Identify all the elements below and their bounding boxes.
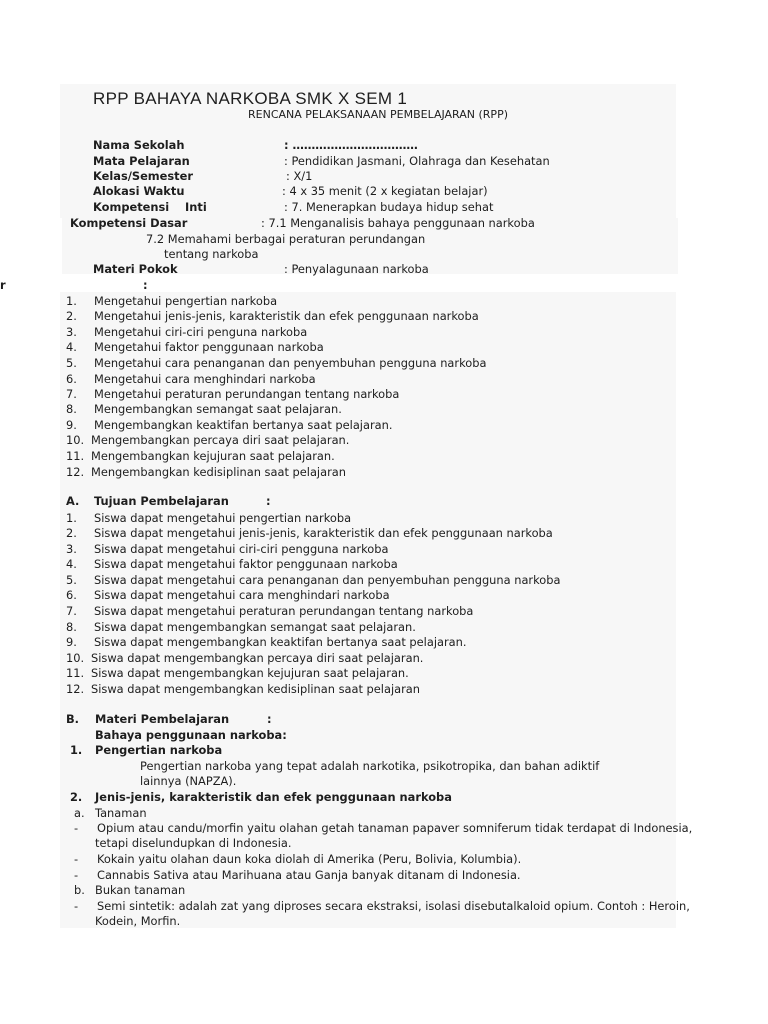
kokain-text: Kokain yaitu olahan daun koka diolah di Amerika (Peru, Bolivia, Kolumbia). — [97, 852, 522, 866]
list-item: Siswa dapat mengetahui pengertian narkoba — [94, 511, 352, 525]
list-item: Siswa dapat mengembangkan kedisiplinan saat pelajaran — [91, 682, 420, 696]
sub-item-a-letter: a. — [74, 806, 85, 820]
list-number: 8. — [66, 620, 77, 634]
label-mata-pelajaran: Mata Pelajaran — [93, 154, 190, 168]
section-a-heading: Tujuan Pembelajaran — [94, 494, 229, 508]
list-number: 11. — [66, 666, 85, 680]
list-number: 3. — [66, 542, 77, 556]
list-number: 2. — [66, 309, 77, 323]
list-item: Mengetahui faktor penggunaan narkoba — [94, 340, 324, 354]
materi-item1-text-line1: Pengertian narkoba yang tepat adalah narkotika, psikotropika, dan bahan adiktif — [140, 759, 600, 773]
value-alokasi-waktu: : 4 x 35 menit (2 x kegiatan belajar) — [282, 184, 488, 198]
list-number: 6. — [66, 372, 77, 386]
list-number: 10. — [66, 433, 85, 447]
list-item: Mengetahui peraturan perundangan tentang narkoba — [94, 387, 400, 401]
list-item: Mengembangkan semangat saat pelajaran. — [94, 402, 342, 416]
list-item: Siswa dapat mengetahui cara penanganan dan penyembuhan pengguna narkoba — [94, 573, 561, 587]
list-item: Siswa dapat mengetahui jenis-jenis, karakteristik dan efek penggunaan narkoba — [94, 526, 553, 540]
label-kompetensi-dasar: Kompetensi Dasar — [70, 216, 188, 230]
list-item: Siswa dapat mengembangkan kejujuran saat pelajaran. — [91, 666, 409, 680]
section-a-colon: : — [266, 494, 271, 508]
kompetensi-dasar-2-line2: tentang narkoba — [164, 247, 259, 261]
list-item: Siswa dapat mengetahui peraturan perundangan tentang narkoba — [94, 604, 474, 618]
indikator-label-fragment: r — [0, 278, 6, 292]
list-item: Mengembangkan percaya diri saat pelajaran. — [91, 433, 350, 447]
bullet-dash: - — [74, 852, 79, 866]
section-b-colon: : — [267, 712, 272, 726]
list-item: Siswa dapat mengembangkan semangat saat pelajaran. — [94, 620, 416, 634]
opium-line1: Opium atau candu/morfin yaitu olahan getah tanaman papaver somniferum tidak terdapat di Indonesia, — [97, 821, 693, 835]
list-number: 11. — [66, 449, 85, 463]
semi-sintetik-line2: Kodein, Morfin. — [95, 914, 181, 928]
section-a-letter: A. — [66, 494, 80, 508]
indikator-colon: : — [143, 278, 148, 292]
list-number: 8. — [66, 402, 77, 416]
label-kompetensi-inti: Kompetensi Inti — [93, 200, 207, 214]
materi-item2-heading: Jenis-jenis, karakteristik dan efek penggunaan narkoba — [95, 790, 452, 804]
value-mata-pelajaran: : Pendidikan Jasmani, Olahraga dan Kesehatan — [284, 154, 550, 168]
bullet-dash: - — [74, 868, 79, 882]
materi-item1-text-line2: lainnya (NAPZA). — [140, 774, 237, 788]
bullet-dash: - — [74, 899, 79, 913]
document-subtitle: RENCANA PELAKSANAAN PEMBELAJARAN (RPP) — [248, 108, 508, 121]
value-kelas-semester: : X/1 — [286, 169, 313, 183]
list-number: 4. — [66, 557, 77, 571]
list-item: Siswa dapat mengetahui cara menghindari narkoba — [94, 588, 390, 602]
bullet-dash: - — [74, 821, 79, 835]
list-number: 5. — [66, 356, 77, 370]
list-number: 9. — [66, 418, 77, 432]
sub-item-b-label: Bukan tanaman — [95, 883, 186, 897]
value-materi-pokok: : Penyalagunaan narkoba — [284, 262, 429, 276]
label-nama-sekolah: Nama Sekolah — [93, 138, 185, 152]
list-item: Mengembangkan kedisiplinan saat pelajaran — [91, 465, 346, 479]
list-number: 7. — [66, 387, 77, 401]
list-number: 10. — [66, 651, 85, 665]
list-item: Mengembangkan kejujuran saat pelajaran. — [91, 449, 335, 463]
list-number: 2. — [66, 526, 77, 540]
list-item: Siswa dapat mengetahui ciri-ciri pengguna narkoba — [94, 542, 389, 556]
section-b-heading: Materi Pembelajaran — [95, 712, 230, 726]
list-number: 3. — [66, 325, 77, 339]
kompetensi-dasar-2-line1: 7.2 Memahami berbagai peraturan perundangan — [146, 232, 426, 246]
document-title: RPP BAHAYA NARKOBA SMK X SEM 1 — [93, 89, 408, 108]
list-item: Mengetahui cara menghindari narkoba — [94, 372, 316, 386]
list-item: Siswa dapat mengembangkan keaktifan bertanya saat pelajaran. — [94, 635, 467, 649]
value-kompetensi-dasar: : 7.1 Menganalisis bahaya penggunaan narkoba — [261, 216, 535, 230]
materi-item2-number: 2. — [70, 790, 83, 804]
list-item: Mengetahui pengertian narkoba — [94, 294, 278, 308]
label-materi-pokok: Materi Pokok — [93, 262, 178, 276]
list-number: 6. — [66, 588, 77, 602]
materi-intro: Bahaya penggunaan narkoba: — [95, 728, 287, 742]
section-b-letter: B. — [66, 712, 80, 726]
list-number: 9. — [66, 635, 77, 649]
value-nama-sekolah: : …………………………… — [284, 138, 418, 152]
list-item: Siswa dapat mengembangkan percaya diri saat pelajaran. — [91, 651, 424, 665]
list-number: 4. — [66, 340, 77, 354]
label-alokasi-waktu: Alokasi Waktu — [93, 184, 185, 198]
opium-line2: tetapi diselundupkan di Indonesia. — [95, 836, 292, 850]
label-kelas-semester: Kelas/Semester — [93, 169, 193, 183]
semi-sintetik-line1: Semi sintetik: adalah zat yang diproses secara ekstraksi, isolasi disebutalkaloid opium. Contoh : Heroin, — [97, 899, 690, 913]
sub-item-b-letter: b. — [74, 883, 85, 897]
materi-item1-number: 1. — [70, 743, 83, 757]
cannabis-text: Cannabis Sativa atau Marihuana atau Ganja banyak ditanam di Indonesia. — [97, 868, 521, 882]
list-number: 7. — [66, 604, 77, 618]
list-number: 5. — [66, 573, 77, 587]
list-number: 12. — [66, 465, 85, 479]
list-number: 1. — [66, 511, 77, 525]
list-item: Siswa dapat mengetahui faktor penggunaan narkoba — [94, 557, 398, 571]
list-item: Mengembangkan keaktifan bertanya saat pelajaran. — [94, 418, 393, 432]
list-number: 12. — [66, 682, 85, 696]
sub-item-a-label: Tanaman — [95, 806, 147, 820]
materi-item1-heading: Pengertian narkoba — [95, 743, 223, 757]
list-number: 1. — [66, 294, 77, 308]
list-item: Mengetahui ciri-ciri penguna narkoba — [94, 325, 308, 339]
list-item: Mengetahui jenis-jenis, karakteristik dan efek penggunaan narkoba — [94, 309, 479, 323]
list-item: Mengetahui cara penanganan dan penyembuhan pengguna narkoba — [94, 356, 487, 370]
value-kompetensi-inti: : 7. Menerapkan budaya hidup sehat — [284, 200, 494, 214]
